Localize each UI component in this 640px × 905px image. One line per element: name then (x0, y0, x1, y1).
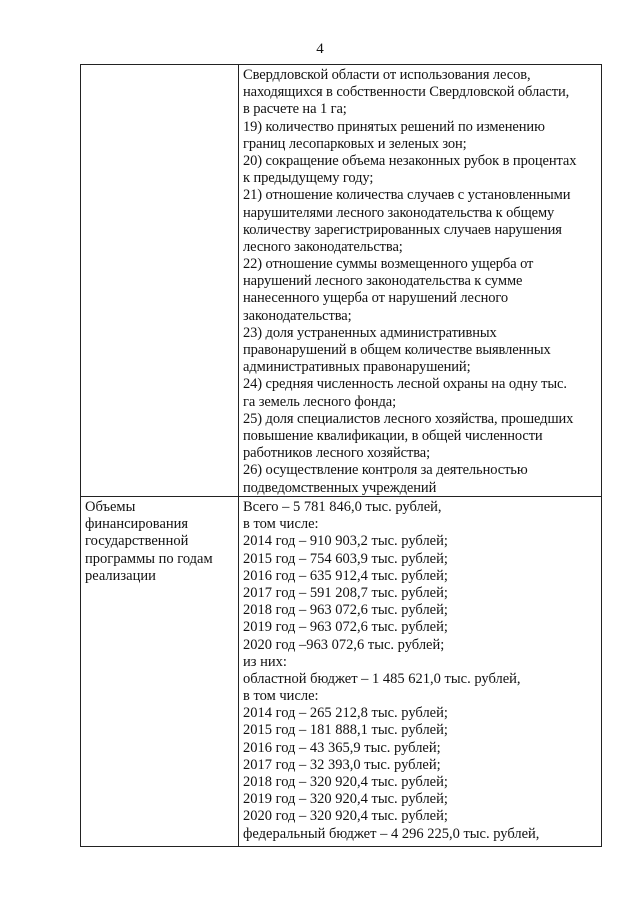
financing-label-line: программы по годам (85, 550, 213, 567)
table-row-financing (81, 497, 601, 847)
indicator-line: га земель лесного фонда; (243, 393, 397, 410)
indicator-line: границ лесопарковых и зеленых зон; (243, 135, 467, 152)
program-passport-table (80, 64, 602, 847)
financing-label-line: государственной (85, 533, 189, 550)
indicator-line: 25) доля специалистов лесного хозяйства, прошедших (243, 410, 574, 427)
financing-line: 2016 год – 635 912,4 тыс. рублей; (243, 567, 448, 584)
page-number: 4 (316, 41, 324, 57)
indicator-line: количеству зарегистрированных случаев нарушения (243, 221, 562, 238)
financing-label-cell (85, 499, 235, 585)
financing-line: 2019 год – 320 920,4 тыс. рублей; (243, 791, 448, 808)
financing-line: 2020 год – 320 920,4 тыс. рублей; (243, 808, 448, 825)
indicator-line: в расчете на 1 га; (243, 101, 347, 118)
financing-content-cell (243, 499, 599, 843)
financing-label-line: Объемы (85, 499, 136, 515)
indicator-line: Свердловской области от использования лесов, (243, 67, 531, 83)
indicator-line: 22) отношение суммы возмещенного ущерба от (243, 256, 534, 273)
indicators-content-cell (243, 67, 599, 497)
indicator-line: нарушителями лесного законодательства к общему (243, 204, 555, 221)
financing-line: в том числе: (243, 688, 319, 705)
indicator-line: к предыдущему году; (243, 170, 374, 187)
indicator-line: находящихся в собственности Свердловской области, (243, 84, 570, 101)
indicator-line: нанесенного ущерба от нарушений лесного (243, 290, 509, 307)
financing-line: 2017 год – 591 208,7 тыс. рублей; (243, 584, 448, 601)
financing-line: 2020 год –963 072,6 тыс. рублей; (243, 636, 445, 653)
financing-line: 2014 год – 910 903,2 тыс. рублей; (243, 533, 448, 550)
indicator-line: повышение квалификации, в общей численности (243, 427, 543, 444)
financing-line: из них: (243, 653, 287, 670)
financing-line: 2018 год – 320 920,4 тыс. рублей; (243, 774, 448, 790)
indicator-line: нарушений лесного законодательства к сумме (243, 273, 523, 290)
table-row-indicators (81, 65, 601, 497)
financing-label-line: реализации (85, 567, 156, 584)
indicator-line: 23) доля устраненных административных (243, 324, 497, 341)
financing-line: 2018 год – 963 072,6 тыс. рублей; (243, 602, 448, 619)
indicator-line: административных правонарушений; (243, 359, 471, 376)
indicator-line: работников лесного хозяйства; (243, 445, 431, 462)
indicator-line: лесного законодательства; (243, 238, 403, 255)
indicator-line: 24) средняя численность лесной охраны на одну тыс. (243, 376, 567, 393)
financing-line: 2017 год – 32 393,0 тыс. рублей; (243, 756, 441, 773)
indicator-line: 26) осуществление контроля за деятельностью (243, 462, 528, 479)
financing-line: 2015 год – 754 603,9 тыс. рублей; (243, 550, 448, 567)
indicator-line: законодательства; (243, 307, 352, 324)
financing-line: в том числе: (243, 516, 319, 533)
financing-line: федеральный бюджет – 4 296 225,0 тыс. рублей, (243, 825, 540, 842)
financing-line: областной бюджет – 1 485 621,0 тыс. рублей, (243, 670, 521, 687)
indicator-line: 21) отношение количества случаев с установленными (243, 187, 571, 204)
financing-line: 2014 год – 265 212,8 тыс. рублей; (243, 705, 448, 722)
indicator-line: правонарушений в общем количестве выявленных (243, 342, 551, 358)
financing-line: Всего – 5 781 846,0 тыс. рублей, (243, 499, 442, 515)
indicator-line: 19) количество принятых решений по изменению (243, 118, 545, 135)
financing-label-line: финансирования (85, 516, 189, 533)
indicator-line: 20) сокращение объема незаконных рубок в процентах (243, 152, 577, 169)
financing-line: 2015 год – 181 888,1 тыс. рублей; (243, 722, 448, 739)
financing-line: 2016 год – 43 365,9 тыс. рублей; (243, 739, 441, 756)
indicator-line: подведомственных учреждений (243, 479, 437, 496)
financing-line: 2019 год – 963 072,6 тыс. рублей; (243, 619, 448, 636)
